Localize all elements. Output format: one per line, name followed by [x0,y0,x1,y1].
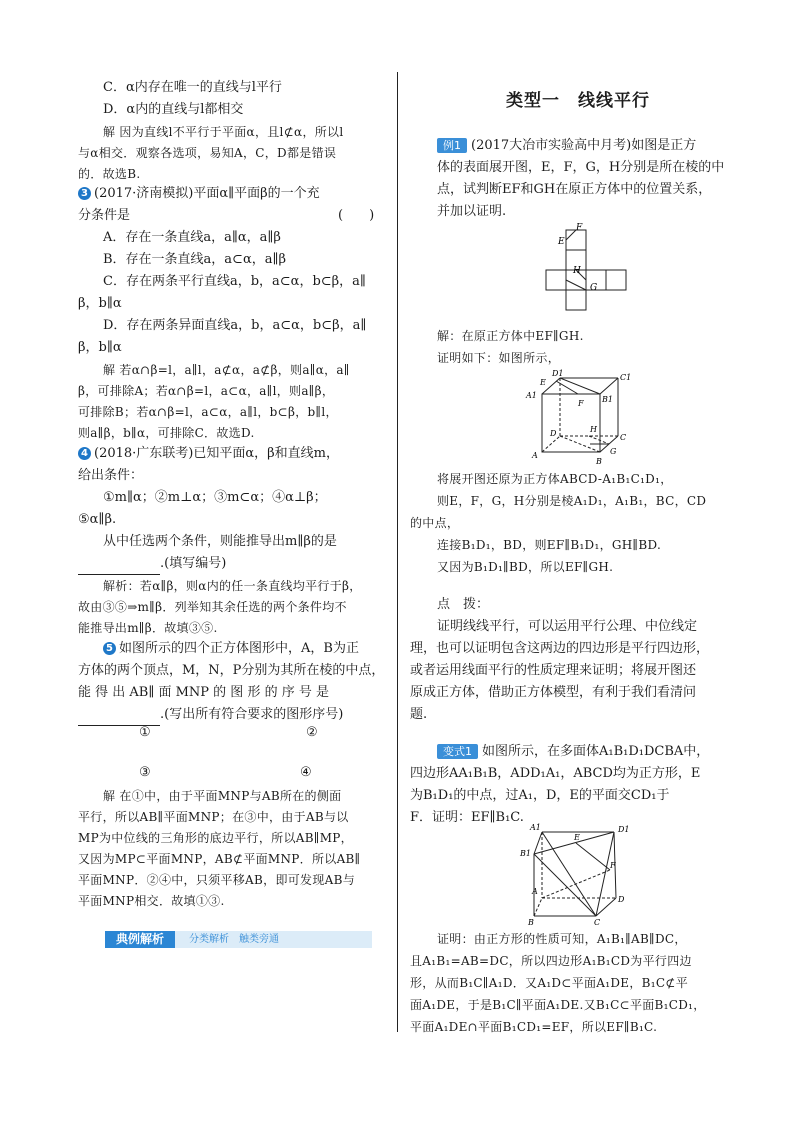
example1-solution-line: 证明如下：如图所示， [437,351,561,365]
section-header-label: 典例解析 [105,931,175,948]
q3-option-a: A．存在一条直线a，a∥α，a∥β [103,230,281,245]
q3-option-c: C．存在两条平行直线a，b，a⊂α，b⊂β，a∥ [103,274,366,289]
q4-stem-text: (2018·广东联考)已知平面α，β和直线m， [94,446,339,461]
cube-label-a: A [532,451,538,460]
tip-line: 证明线线平行，可以运用平行公理、中位线定 [437,619,698,634]
q4-stem-line: 从中任选两个条件，则能推导出m∥β的是 [103,534,337,549]
cube-label-g: G [610,447,617,456]
q4-fill-line [78,553,226,575]
cube-label-d1: D1 [552,369,564,378]
variant1-solution-line: 形，从而B₁C∥A₁D．又A₁D⊂平面A₁DE，B₁C⊄平 [410,976,689,990]
q3-stem [78,183,320,205]
example-tag: 例1 [437,138,467,153]
poly-label-d1: D1 [618,825,630,834]
example1-stem [437,135,696,157]
question-number-badge: 5 [103,642,116,655]
example1-stem-line: 并加以证明. [437,204,507,219]
example1-stem-text: (2017大冶市实验高中月考)如图是正方 [471,138,697,153]
q5-solution-line: 平行，所以AB∥平面MNP；在③中，由于AB与以 [78,810,349,824]
polyhedron-figure [518,818,638,928]
q4-stem-line: 给出条件： [78,468,144,483]
q5-solution-line: 平面MNP相交．故填①③. [78,894,225,908]
answer-blank [78,558,160,575]
q2-option-d: D．α内的直线与l都相交 [103,102,244,117]
answer-paren: ( ) [338,208,375,223]
q5-fill-line [78,704,343,726]
q5-solution-line: 又因为MP⊂平面MNP，AB⊄平面MNP．所以AB∥ [78,852,361,866]
tip-title: 点 拨： [437,597,490,612]
q3-solution-line: β，可排除A；若α∩β=l，a⊂α，a∥l，则a∥β， [78,384,335,398]
example1-solution-line: 的中点， [410,516,460,530]
example1-stem-line: 体的表面展开图，E，F，G，H分别是所在棱的中 [437,160,725,175]
figure-label-1: ① [139,725,151,740]
poly-label-b: B [528,918,534,927]
q3-stem-text: (2017·济南模拟)平面α∥平面β的一个充 [94,186,320,201]
q3-stem-line2: 分条件是 [78,208,131,223]
cube-label-h: H [590,425,597,434]
cube-figure [520,368,640,466]
figure-label-2: ② [306,725,318,740]
example1-stem-line: 点，试判断EF和GH在原正方体中的位置关系， [437,182,712,197]
q3-solution-line: 可排除B；若α∩β=l，a⊂α，a∥l，b⊂β，b∥l， [78,405,338,419]
figure-label-4: ④ [300,765,312,780]
q2-solution-line: 的．故选B. [78,167,141,181]
net-label-f: F [576,223,583,233]
poly-label-f: F [610,861,616,870]
q4-conditions-cont: ⑤α∥β. [78,512,117,527]
net-label-e: E [558,237,565,247]
q4-solution-line: 故由③⑤⇒m∥β．列举知其余任选的两个条件均不 [78,600,347,614]
tip-line: 原成正方体，借助正方体模型，有利于我们看清问 [410,685,697,700]
q5-solution-line: 解 在①中，由于平面MNP与AB所在的侧面 [103,789,342,803]
cube-label-f: F [578,399,584,408]
q5-stem-text: 如图所示的四个正方体图形中，A，B为正 [119,641,359,656]
q5-stem-line: 能 得 出 AB∥ 面 MNP 的 图 形 的 序 号 是 [78,685,329,700]
q4-fill-text: .(填写编号) [160,556,227,571]
poly-label-d: D [618,895,625,904]
q2-solution-line: 解 因为直线l不平行于平面α，且l⊄α，所以l [103,125,344,139]
variant1-solution-line: 面A₁DE，于是B₁C∥平面A₁DE.又B₁C⊂平面B₁CD₁， [410,998,706,1012]
tip-line: 理，也可以证明包含这两边的四边形是平行四边形， [410,641,710,656]
q5-solution-line: 平面MNP．②④中，只须平移AB，即可发现AB与 [78,873,356,887]
variant1-stem-line: 为B₁D₁的中点，过A₁，D，E的平面交CD₁于 [410,788,670,803]
variant1-stem [437,741,709,763]
q5-stem [103,638,359,660]
example1-solution-line: 解：在原正方体中EF∥GH. [437,329,584,343]
q3-option-c-cont: β，b∥α [78,296,122,311]
q5-solution-line: MP为中位线的三角形的底边平行，所以AB∥MP， [78,831,353,845]
cube-label-e: E [540,378,546,387]
question-number-badge: 4 [78,447,91,460]
q3-solution-line: 解 若α∩β=l，a∥l，a⊄α，a⊄β，则a∥α，a∥ [103,363,350,377]
net-label-g: G [590,283,598,293]
example1-solution-line: 连接B₁D₁，BD，则EF∥B₁D₁，GH∥BD. [437,538,662,552]
cube-label-d: D [550,429,557,438]
q3-solution-line: 则a∥β，b∥α，可排除C．故选D. [78,426,255,440]
variant1-solution-line: 平面A₁DE∩平面B₁CD₁=EF，所以EF∥B₁C. [410,1020,658,1034]
q5-stem-line: 方体的两个顶点，M，N，P分别为其所在棱的中点， [78,663,385,678]
example1-solution-line: 则E，F，G，H分别是棱A₁D₁，A₁B₁，BC，CD [437,494,707,508]
q2-solution-line: 与α相交．观察各选项，易知A，C，D都是错误 [78,146,337,160]
example1-solution-line: 又因为B₁D₁∥BD，所以EF∥GH. [437,560,614,574]
poly-label-b1: B1 [520,849,531,858]
cube-net-figure [540,222,650,320]
variant-tag: 变式1 [437,744,478,759]
tip-line: 题. [410,707,428,722]
poly-label-c: C [594,918,601,927]
q3-option-d-cont: β，b∥α [78,340,122,355]
cube-label-b: B [596,457,602,466]
q4-stem [78,443,339,465]
variant1-solution-line: 且A₁B₁=AB=DC，所以四边形A₁B₁CD为平行四边 [410,954,692,968]
cube-label-a1: A1 [526,391,537,400]
net-label-h: H [573,266,581,276]
poly-label-a: A [532,887,538,896]
q3-option-d: D．存在两条异面直线a，b，a⊂α，b⊂β，a∥ [103,318,367,333]
q4-conditions: ①m∥α；②m⊥α；③m⊂α；④α⊥β； [103,490,327,505]
question-number-badge: 3 [78,187,91,200]
section-title: 类型一 线线平行 [506,91,650,111]
section-header-subtitle: 分类解析 触类旁通 [189,934,279,945]
example1-solution-line: 将展开图还原为正方体ABCD-A₁B₁C₁D₁， [437,472,673,486]
column-divider [397,72,398,1032]
variant1-stem-text: 如图所示，在多面体A₁B₁D₁DCBA中， [482,744,710,759]
q4-solution-line: 能推导出m∥β．故填③⑤. [78,621,218,635]
poly-label-a1: A1 [530,823,541,832]
cube-label-b1: B1 [602,395,613,404]
cube-label-c1: C1 [620,373,632,382]
section-header-bar [105,931,372,948]
variant1-solution-line: 证明：由正方形的性质可知，A₁B₁∥AB∥DC， [437,932,687,946]
tip-line: 或者运用线面平行的性质定理来证明；将展开图还 [410,663,697,678]
variant1-stem-line: 四边形AA₁B₁B，ADD₁A₁，ABCD均为正方形，E [410,766,701,781]
cube-label-c: C [620,433,627,442]
q2-option-c: C．α内存在唯一的直线与l平行 [103,80,282,95]
variant1-stem-line: F．证明：EF∥B₁C. [410,810,524,825]
q3-option-b: B．存在一条直线a，a⊂α，a∥β [103,252,286,267]
poly-label-e: E [574,833,580,842]
q5-fill-text: .(写出所有符合要求的图形序号) [160,707,344,722]
figure-label-3: ③ [139,765,151,780]
q4-solution-line: 解析：若α∥β，则α内的任一条直线均平行于β， [103,579,362,593]
